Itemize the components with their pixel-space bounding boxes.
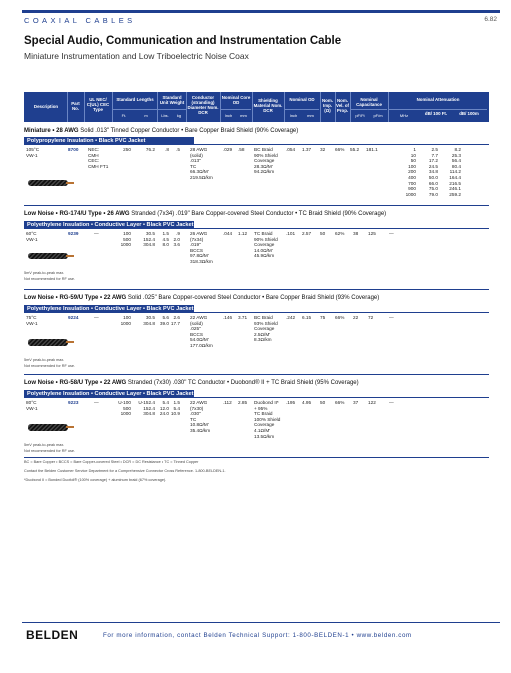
cable-image xyxy=(28,339,68,346)
col-att-db100ft: dB/ 100 Ft. xyxy=(424,111,448,116)
cell-vel: 62% xyxy=(335,231,345,236)
col-part-no: Part No. xyxy=(71,101,80,111)
table-header xyxy=(24,92,489,122)
cell-pf-ft: 22 xyxy=(353,315,359,320)
cell-lbs: 1.5 4.5 8.0 xyxy=(162,231,169,248)
cell-ft: U-100 500 1000 xyxy=(118,400,131,417)
cable-image xyxy=(28,253,68,259)
cell-imp: 50 xyxy=(320,231,326,236)
cell-ul: — xyxy=(94,400,99,405)
page-number: 6.82 xyxy=(484,16,497,23)
cell-od-mm: 2.57 xyxy=(302,231,312,236)
footnote-contact: Contact the Belden Customer Service Department for a Comprehensive Connector Cross Reference. 1-800-BELDEN-1. xyxy=(24,469,226,473)
cell-od-mm: 4.95 xyxy=(302,400,312,405)
col-nominal-od-inch: Inch xyxy=(289,113,298,118)
cell-vel: 66% xyxy=(335,315,345,320)
section-label: COAXIAL CABLES xyxy=(24,16,136,25)
footer-contact: For more information, contact Belden Technical Support: 1-800-BELDEN-1 • www.belden.com xyxy=(103,632,412,639)
cell-imp: 32 xyxy=(320,147,326,152)
cell-od-in: .195 xyxy=(286,400,296,405)
belden-logo: BELDEN xyxy=(26,628,79,642)
col-core-od-mm: mm xyxy=(240,113,247,118)
cell-vel: 66% xyxy=(335,147,345,152)
insulation-bar: Polyethylene Insulation • Conductive Layer • Black PVC Jacket xyxy=(24,305,194,313)
cell-db-ft: 2.5 7.7 17.2 24.5 34.8 50.0 66.0 75.0 79.0 xyxy=(428,147,438,197)
footer-rule xyxy=(22,622,500,623)
cell-lbs: 5.4 12.0 24.0 xyxy=(159,400,169,417)
cell-shield: Duobond II* + 95% TC Braid 100% Shield Coverage 4.1Ω/M' 13.5Ω/km xyxy=(254,400,281,439)
col-std-lengths-ft: Ft. xyxy=(121,113,127,118)
cell-pf-ft: 38 xyxy=(353,231,359,236)
col-ul: UL NEC/ C(UL) CEC Type xyxy=(86,97,110,112)
col-cap-pf-m: pF/m xyxy=(373,113,383,118)
cell-conductor: 22 AWG (7x30) .030" TC 10.8Ω/M' 35.4Ω/km xyxy=(190,400,211,433)
note: Not recommended for RF use. xyxy=(24,364,76,368)
cell-kg: .5 xyxy=(176,147,180,152)
col-description: Description xyxy=(33,104,59,109)
cell-pf-m: 72 xyxy=(368,315,374,320)
cell-pf-ft: 55.2 xyxy=(350,147,360,152)
cell-pf-ft: 37 xyxy=(353,400,359,405)
cell-lbs: 5.6 39.0 xyxy=(159,315,169,326)
cell-description: 80°C VW-1 xyxy=(26,400,38,411)
cell-od-mm: 6.15 xyxy=(302,315,312,320)
col-attenuation: Nominal Attenuation xyxy=(416,97,460,102)
cell-core-in: .112 xyxy=(223,400,232,405)
col-std-lengths-m: m xyxy=(144,113,148,118)
cell-core-mm: 3.71 xyxy=(238,315,248,320)
cell-db-m: 8.2 25.3 56.4 80.4 114.2 164.4 216.5 246.1 259.2 xyxy=(449,147,461,197)
cable-conductor-tip xyxy=(66,255,74,257)
col-unit-weight-kg: kg xyxy=(176,113,182,118)
cell-imp: 75 xyxy=(320,315,326,320)
divider xyxy=(24,205,489,206)
cell-vel: 66% xyxy=(335,400,345,405)
cell-part-no: 9224 xyxy=(68,315,79,320)
cell-pf-m: 122 xyxy=(368,400,376,405)
cell-conductor: 22 AWG (solid) .025" BCCS 54.0Ω/M' 177.0Ω/km xyxy=(190,315,213,348)
cell-m: 76.2 xyxy=(145,147,155,152)
cell-od-in: .054 xyxy=(286,147,296,152)
group-heading: Low Noise • RG-58/U Type • 22 AWG Stranded (7x30) .030" TC Conductor • Duobond® II + TC Braid Shield (95% Coverage) xyxy=(24,380,359,386)
col-nominal-od: Nominal OD xyxy=(289,97,315,102)
divider xyxy=(24,374,489,375)
note: 5mV peak-to-peak max. xyxy=(24,358,65,362)
footnote-duobond: *Duobond II = Bonded Duofoil® (100% coverage) + aluminum braid (67% coverage). xyxy=(24,478,167,482)
cell-m: U-152.4 152.4 304.8 xyxy=(138,400,155,417)
cell-m: 30.5 304.8 xyxy=(143,315,155,326)
col-std-lengths: Standard Lengths xyxy=(116,97,154,102)
cell-conductor: 28 AWG (solid) .013" TC 66.3Ω/M' 219.5Ω/km xyxy=(190,147,213,180)
note: Not recommended for RF use. xyxy=(24,449,76,453)
cell-m: 30.5 152.4 304.8 xyxy=(143,231,155,248)
cell-pf-m: 125 xyxy=(368,231,376,236)
cell-ul: NEC: CMH CEC: CMH FT1 xyxy=(88,147,109,169)
cell-shield: TC Braid 90% Shield Coverage 14.0Ω/M' 45.9Ω/km xyxy=(254,231,278,259)
note: Not recommended for RF use. xyxy=(24,277,76,281)
cell-od-in: .242 xyxy=(286,315,296,320)
cell-mhz: — xyxy=(389,231,394,236)
cell-mhz: — xyxy=(389,315,394,320)
cell-kg: 1.5 5.4 10.9 xyxy=(170,400,180,417)
cell-core-mm: 1.12 xyxy=(238,231,248,236)
col-shielding: Shielding Material Nom. DCR xyxy=(253,98,283,113)
cell-part-no: 8700 xyxy=(68,147,79,152)
col-core-od: Nominal Core OD xyxy=(221,95,251,105)
col-capacitance: Nominal Capacitance xyxy=(356,97,382,107)
col-cap-pf-ft: pF/Ft xyxy=(355,113,365,118)
group-heading: Low Noise • RG-174/U Type • 26 AWG Stranded (7x34) .019" Bare Copper-covered Steel Conductor • TC Braid Shield (90% Coverage) xyxy=(24,211,387,217)
note: 5mV peak-to-peak max. xyxy=(24,271,65,275)
cell-description: 75°C VW-1 xyxy=(26,315,38,326)
cell-ft: 100 500 1000 xyxy=(120,231,131,248)
col-unit-weight-lbs: Lbs. xyxy=(161,113,169,118)
footnote-abbreviations: BC = Bare Copper • BCCS = Bare Copper-covered Steel • DCR = DC Resistance • TC = Tinned Copper xyxy=(24,460,199,464)
cell-mhz: — xyxy=(389,400,394,405)
col-conductor: Conductor (stranding) Diameter Nom. DCR xyxy=(187,95,219,115)
cell-shield: BC Braid 90% Shield Coverage 28.3Ω/M' 94.2Ω/km xyxy=(254,147,278,175)
insulation-bar: Polypropylene Insulation • Black PVC Jacket xyxy=(24,137,194,145)
cell-conductor: 26 AWG (7x34) .019" BCCS 97.8Ω/M' 318.3Ω/km xyxy=(190,231,213,264)
cell-description: 60°C VW-1 xyxy=(26,231,38,242)
cell-ft: 100 1000 xyxy=(120,315,131,326)
cell-core-in: .146 xyxy=(223,315,233,320)
cable-conductor-tip xyxy=(66,426,74,428)
insulation-bar: Polyethylene Insulation • Conductive Layer • Black PVC Jacket xyxy=(24,221,194,229)
divider xyxy=(24,289,489,290)
cable-conductor-tip xyxy=(66,341,74,343)
cell-part-no: 9223 xyxy=(68,400,79,405)
cell-ul: — xyxy=(94,231,99,236)
cell-od-mm: 1.37 xyxy=(302,147,312,152)
cell-core-mm: .58 xyxy=(238,147,245,152)
cell-core-mm: 2.85 xyxy=(238,400,248,405)
cell-core-in: .029 xyxy=(223,147,233,152)
cell-od-in: .101 xyxy=(286,231,296,236)
page-title: Special Audio, Communication and Instrumentation Cable xyxy=(24,35,342,47)
cell-description: 105°C VW-1 xyxy=(26,147,40,158)
cable-image xyxy=(28,180,68,186)
cell-lbs: .8 xyxy=(165,147,169,152)
cell-ft: 250 xyxy=(123,147,131,152)
group-heading: Low Noise • RG-59/U Type • 22 AWG Solid .025" Bare Copper-covered Steel Conductor • Bare Copper Braid Shield (93% Coverage) xyxy=(24,295,380,301)
cell-pf-m: 181.1 xyxy=(366,147,378,152)
col-nominal-od-mm: mm xyxy=(307,113,314,118)
page-subtitle: Miniature Instrumentation and Low Triboelectric Noise Coax xyxy=(24,51,249,61)
cell-shield: BC Braid 93% Shield Coverage 2.5Ω/M' 8.3Ω/km xyxy=(254,315,278,343)
insulation-bar: Polyethylene Insulation • Conductive Layer • Black PVC Jacket xyxy=(24,390,194,398)
col-vel: Nom. Vel. of Prop. xyxy=(336,98,349,113)
cell-part-no: 9239 xyxy=(68,231,79,236)
cable-image xyxy=(28,424,68,431)
cell-imp: 50 xyxy=(320,400,326,405)
col-imp: Nom. Imp. (Ω) xyxy=(322,98,333,113)
cell-ul: — xyxy=(94,315,99,320)
col-core-od-inch: Inch xyxy=(224,113,233,118)
cell-kg: 2.6 17.7 xyxy=(170,315,180,326)
divider xyxy=(24,457,489,458)
cell-mhz: 1 10 50 100 200 400 700 900 1000 xyxy=(405,147,416,197)
note: 5mV peak-to-peak max. xyxy=(24,443,65,447)
cable-conductor-tip xyxy=(66,182,74,184)
header-rule xyxy=(22,10,500,13)
col-att-mhz: MHz xyxy=(399,113,409,118)
col-unit-weight: Standard Unit Weight xyxy=(159,95,185,105)
cell-core-in: .044 xyxy=(223,231,233,236)
group-heading: Miniature • 28 AWG Solid .013" Tinned Copper Conductor • Bare Copper Braid Shield (90% Coverage) xyxy=(24,128,299,134)
cell-kg: .9 2.0 3.6 xyxy=(173,231,180,248)
col-att-db100m: dB/ 100m xyxy=(459,111,479,116)
